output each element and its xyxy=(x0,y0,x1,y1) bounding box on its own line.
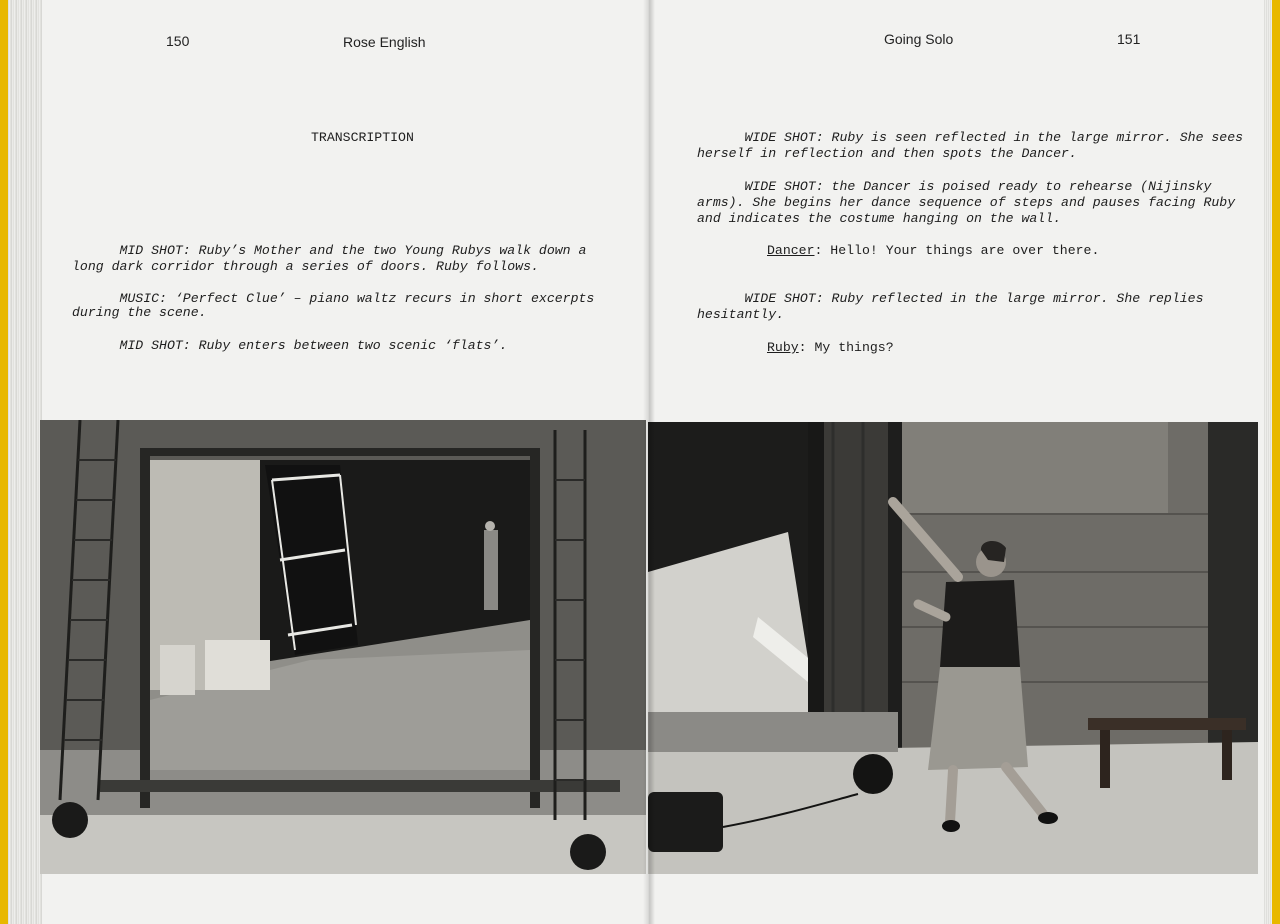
speaker-dancer: Dancer xyxy=(767,243,815,258)
stage-set-illustration xyxy=(40,420,646,874)
right-para3-line1: WIDE SHOT: Ruby reflected in the large mirror. She replies xyxy=(697,291,1204,306)
left-running-head: Rose English xyxy=(343,34,426,50)
right-para2-line1: WIDE SHOT: the Dancer is poised ready to rehearse (Nijinsky xyxy=(697,179,1212,194)
gutter-shadow xyxy=(643,0,655,924)
speaker-ruby: Ruby xyxy=(767,340,799,355)
dancer-illustration xyxy=(648,422,1258,874)
left-para3-line1: MID SHOT: Ruby enters between two scenic ‘flats’. xyxy=(72,338,508,353)
left-page-number: 150 xyxy=(166,33,190,49)
right-para2-line2: arms). She begins her dance sequence of steps and pauses facing Ruby xyxy=(697,195,1236,210)
right-para3-line2: hesitantly. xyxy=(697,307,785,322)
left-para2-line1: MUSIC: ‘Perfect Clue’ – piano waltz recurs in short excerpts xyxy=(72,291,595,306)
left-para1-line1: MID SHOT: Ruby’s Mother and the two Young Rubys walk down a xyxy=(72,243,587,258)
stage-photo-left xyxy=(40,420,646,874)
dialogue-ruby-text: : My things? xyxy=(798,340,894,355)
right-para1-line2: herself in reflection and then spots the Dancer. xyxy=(697,146,1077,161)
dialogue-dancer-text: : Hello! Your things are over there. xyxy=(814,243,1100,258)
right-running-head: Going Solo xyxy=(884,31,954,47)
transcription-heading: TRANSCRIPTION xyxy=(311,130,414,145)
page-edges-right xyxy=(1264,0,1272,924)
dialogue-dancer xyxy=(767,243,1099,259)
left-para1-line2: long dark corridor through a series of doors. Ruby follows. xyxy=(72,259,539,274)
right-para1-line1: WIDE SHOT: Ruby is seen reflected in the large mirror. She sees xyxy=(697,130,1244,145)
dialogue-ruby xyxy=(767,340,894,356)
page-edges xyxy=(8,0,42,924)
right-para2-line3: and indicates the costume hanging on the wall. xyxy=(697,211,1062,226)
left-para2-line2: during the scene. xyxy=(72,305,207,320)
dancer-photo-right xyxy=(648,422,1258,874)
right-page-number: 151 xyxy=(1117,31,1141,47)
